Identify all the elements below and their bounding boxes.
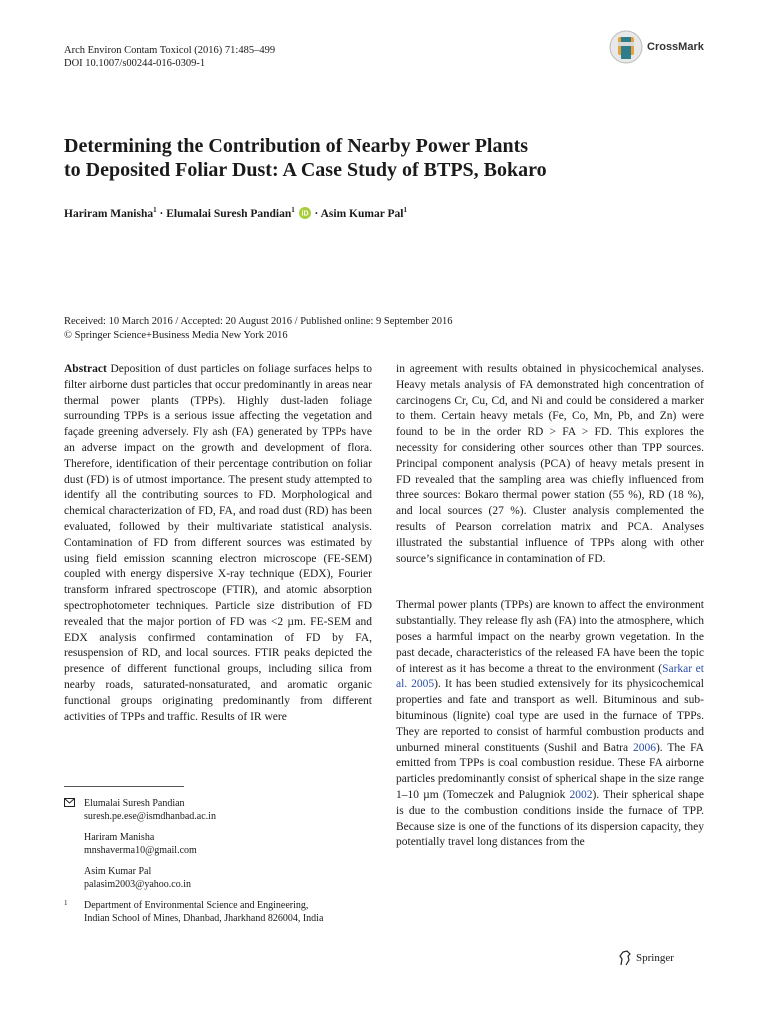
author-affil-mark: 1 <box>403 206 407 214</box>
author-name[interactable]: Asim Kumar Pal <box>320 207 404 220</box>
received-accepted-published: Received: 10 March 2016 / Accepted: 20 August 2016 / Published online: 9 September 2016 <box>64 316 453 327</box>
abstract-label: Abstract <box>64 363 107 375</box>
contact-name: Elumalai Suresh Pandian <box>84 798 185 809</box>
contact-name: Hariram Manisha <box>84 832 155 843</box>
svg-text:iD: iD <box>301 210 309 218</box>
intro-text: ). The FA emitted from TPPs is coal combustion residue. These FA airborne particles predominantly consist of spherical shape in the size range 1–10 µm (Tomeczek and Palugniok <box>396 741 704 801</box>
right-column <box>396 362 704 851</box>
contact-email[interactable]: palasim2003@yahoo.co.in <box>84 879 191 890</box>
contact-entry <box>84 831 372 857</box>
author-name[interactable]: Elumalai Suresh Pandian <box>166 207 292 220</box>
author-affil-mark: 1 <box>291 206 295 214</box>
intro-text: ). Their spherical shape is due to the combustion conditions inside the furnace of TPP. Because size is one of the functions of its dispersion capacity, they potentially travel long distances from the <box>396 788 705 849</box>
contact-entry <box>84 865 372 891</box>
paper-title <box>64 134 684 182</box>
intro-text: ). It has been studied extensively for its physicochemical properties and fate and transport as well. Bituminous and sub-bituminous (lignite) coal type are used in the furnace of TPPs. They are reported to consist of harmful combustion products and unburned mineral constituents (Sushil and Batra <box>396 678 704 754</box>
publisher-logo <box>618 950 674 966</box>
contact-entry <box>84 797 372 823</box>
envelope-icon <box>64 798 75 807</box>
journal-header <box>64 44 275 70</box>
crossmark-label: CrossMark <box>647 41 704 53</box>
abstract-continuation: in agreement with results obtained in physicochemical analyses. Heavy metals analysis of FA demonstrated high concentration of carcinogens Cr, Cu, Cd, and Ni and could be considered a marker to them. Certain heavy metals (Fe, Co, Mn, Pb, and Zn) were found to be in the order RD > FA > FD. This explores the necessity for considering other sources other than TPP sources. Principal component analysis (PCA) of heavy metals present in FD revealed that the sampling area was chiefly influenced from three sources: Bokaro thermal power station (55 %), RD (18 %), and local sources (27 %). Cluster analysis complemented the results of Pearson correlation matrix and PCA. Analyses illustrated the substantial influence of TPPs along with other source’s significance in contamination of FD. <box>396 363 704 565</box>
author-separator: · <box>311 207 321 220</box>
citation-link[interactable]: Sarkar et al. 2005 <box>396 662 704 691</box>
contact-email[interactable]: suresh.pe.ese@ismdhanbad.ac.in <box>84 811 216 822</box>
doi[interactable]: DOI 10.1007/s00244-016-0309-1 <box>64 58 206 69</box>
affiliation <box>64 899 372 925</box>
affiliation-number: 1 <box>64 899 68 907</box>
copyright: © Springer Science+Business Media New York 2016 <box>64 329 288 341</box>
journal-citation: Arch Environ Contam Toxicol (2016) 71:485–499 <box>64 45 276 56</box>
citation-link[interactable]: 2002 <box>569 788 593 801</box>
introduction-paragraph <box>396 598 704 851</box>
footnote-divider <box>64 786 184 787</box>
publisher-name: Springer <box>636 952 674 964</box>
author-affil-mark: 1 <box>153 206 157 214</box>
contact-name: Asim Kumar Pal <box>84 866 152 877</box>
left-column <box>64 362 372 725</box>
orcid-icon[interactable] <box>299 207 311 222</box>
author-separator: · <box>156 207 167 220</box>
citation-link[interactable]: 2006 <box>632 741 656 754</box>
author-list <box>64 206 407 222</box>
affiliation-line-1: Department of Environmental Science and Engineering, <box>84 900 309 911</box>
abstract-paragraph <box>64 362 372 725</box>
title-line-2: to Deposited Foliar Dust: A Case Study of BTPS, Bokaro <box>64 159 547 181</box>
crossmark-icon <box>609 30 643 64</box>
title-line-1: Determining the Contribution of Nearby Power Plants <box>64 135 529 157</box>
author-contacts <box>64 797 372 925</box>
author-name[interactable]: Hariram Manisha <box>64 207 154 220</box>
springer-horse-icon <box>618 950 632 966</box>
intro-text: Thermal power plants (TPPs) are known to affect the environment substantially. They release fly ash (FA) into the atmosphere, which poses a harmful impact on the nearby grown vegetation. In the past decade, characteristics of the released FA have been the topic of interest as it has become a threat to the environment ( <box>396 599 704 675</box>
abstract-text-left: Deposition of dust particles on foliage surfaces helps to filter airborne dust particles that occur predominantly in areas near thermal power plants (TPPs). Highly dust-laden foliage surrounding TPPs is a serious issue affecting the vegetation and façade greening adversely. Fly ash (FA) generated by TPPs have an adverse impact on the growth and development of flora. Therefore, identification of their percentage contribution on foliar dust (FD) is of utmost importance. The present study attempted to identify all the contributing sources to FD. Morphological and chemical characterization of FD, FA, and road dust (RD) has been evaluated, followed by their multivariate statistical analysis. Contamination of FD from different sources was estimated by using field emission scanning electron microscope (FE-SEM) coupled with energy dispersive X-ray technique (EDX), Fourier transform infrared spectroscope (FTIR), and atomic absorption spectrophotometer techniques. Particle size distribution of FD revealed that the major portion of FD was <2 µm. FE-SEM and EDX analysis confirmed contamination of FD by FA, resuspension of RD, and local sources. FTIR peaks depicted the presence of different functional groups, including silica from nearby roads, saturated-nonsaturated, and aromatic organic functional groups originating predominantly from different activities of TPPs and traffic. Results of IR were <box>64 363 373 723</box>
affiliation-line-2: Indian School of Mines, Dhanbad, Jharkhand 826004, India <box>84 913 324 924</box>
crossmark-badge[interactable] <box>609 30 704 64</box>
contact-email[interactable]: mnshaverma10@gmail.com <box>84 845 197 856</box>
publication-dates <box>64 315 452 342</box>
